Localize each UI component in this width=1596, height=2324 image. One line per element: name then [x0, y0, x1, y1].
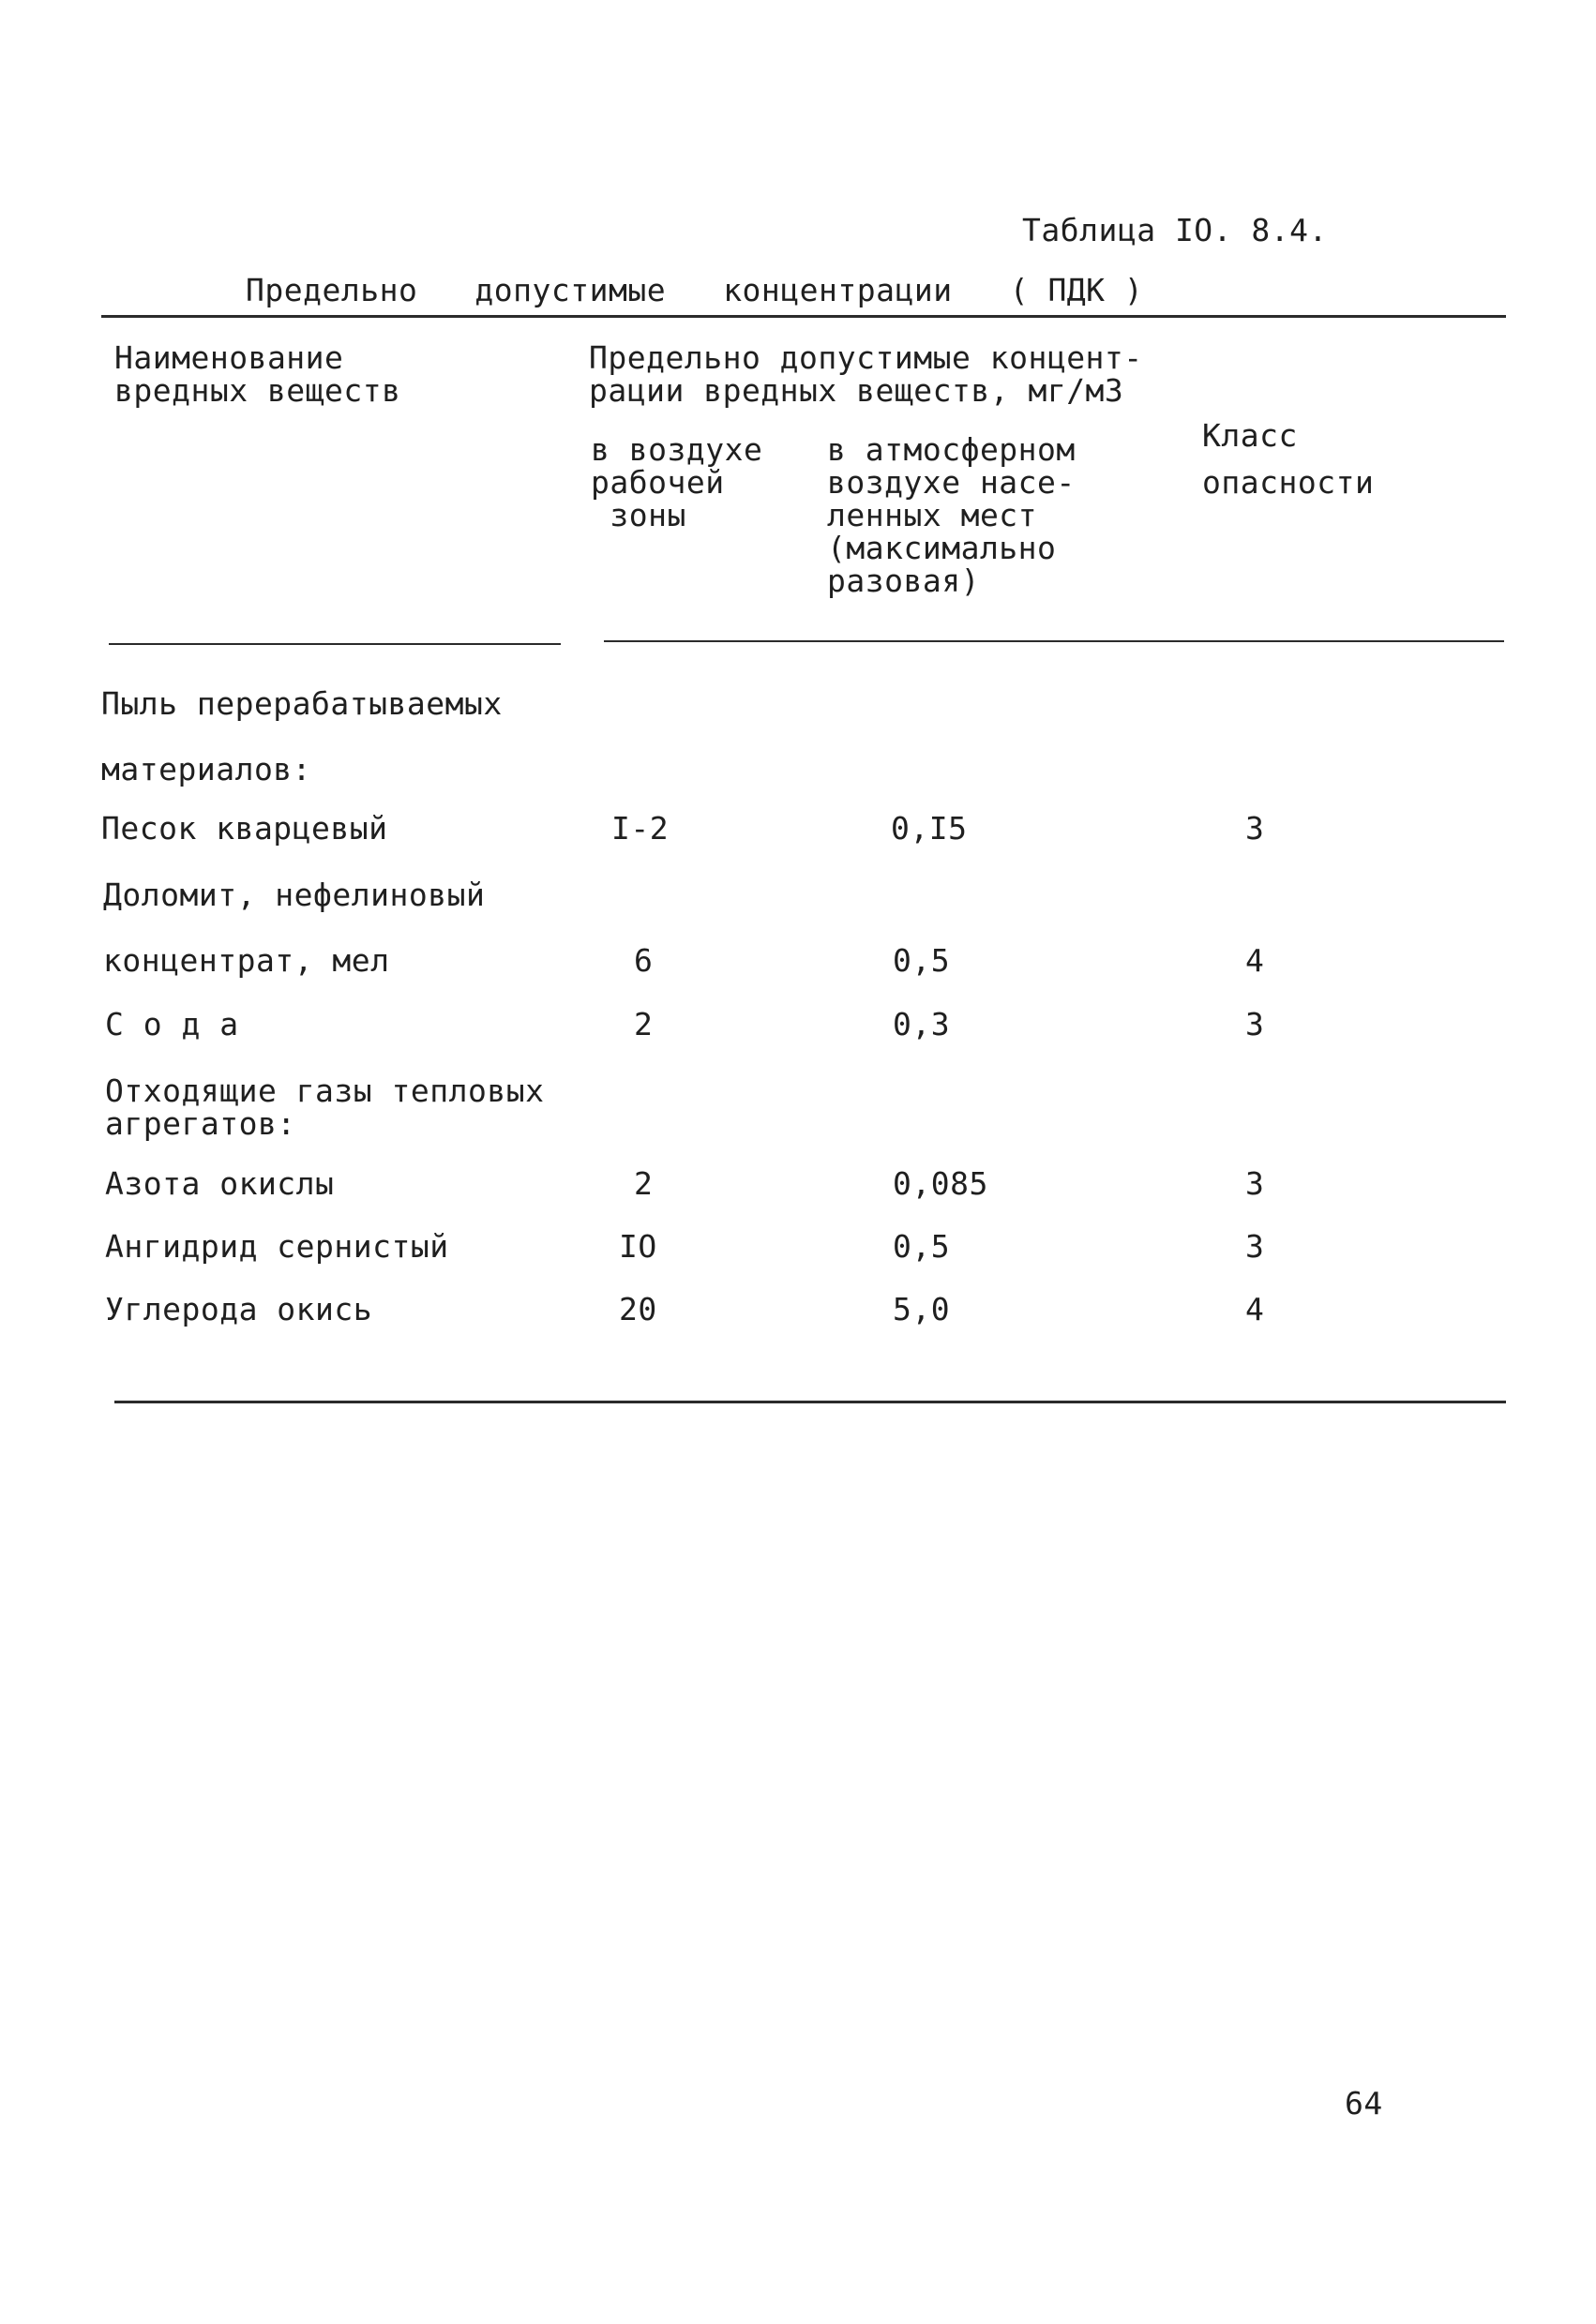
row-8-work-zone: IO — [619, 1228, 657, 1265]
header-work-zone: в воздухе рабочей зоны — [591, 431, 763, 533]
row-9-name: Углерода окись — [105, 1291, 373, 1327]
top-rule — [101, 315, 1506, 318]
row-0-name: Пыль перерабатываемых — [101, 685, 503, 722]
row-7-atmosphere: 0,085 — [893, 1165, 988, 1202]
row-7-name: Азота окислы — [105, 1165, 335, 1202]
row-7-hazard-class: 3 — [1245, 1165, 1265, 1202]
row-3-name: Доломит, нефелиновый — [103, 877, 486, 913]
header-name: Наименование вредных веществ — [114, 339, 401, 409]
table-caption: Таблица IO. 8.4. — [1022, 212, 1328, 248]
row-9-hazard-class: 4 — [1245, 1291, 1265, 1327]
row-4-work-zone: 6 — [634, 942, 654, 979]
row-2-name: Песок кварцевый — [101, 810, 388, 847]
row-2-work-zone: I-2 — [611, 810, 670, 847]
bottom-rule — [114, 1401, 1506, 1403]
row-9-atmosphere: 5,0 — [893, 1291, 951, 1327]
row-5-work-zone: 2 — [634, 1006, 654, 1042]
row-4-name: концентрат, мел — [103, 942, 390, 979]
row-1-name: материалов: — [101, 751, 312, 787]
header-mpc-group: Предельно допустимые концент- рации вредных веществ, мг/м3 — [589, 339, 1143, 409]
row-5-name: С о д а — [105, 1006, 239, 1042]
row-7-work-zone: 2 — [634, 1165, 654, 1202]
row-8-hazard-class: 3 — [1245, 1228, 1265, 1265]
row-2-hazard-class: 3 — [1245, 810, 1265, 847]
header-hazard-class: Класс опасности — [1202, 417, 1375, 501]
row-9-work-zone: 20 — [619, 1291, 657, 1327]
header-rule-left — [109, 643, 561, 645]
row-4-hazard-class: 4 — [1245, 942, 1265, 979]
page-number: 64 — [1345, 2085, 1383, 2122]
row-2-atmosphere: 0,I5 — [891, 810, 968, 847]
row-5-atmosphere: 0,3 — [893, 1006, 951, 1042]
row-5-hazard-class: 3 — [1245, 1006, 1265, 1042]
header-atmosphere: в атмосферном воздухе насе- ленных мест (максимально разовая) — [827, 431, 1076, 599]
row-6-name: Отходящие газы тепловых агрегатов: — [105, 1072, 545, 1142]
row-8-name: Ангидрид сернистый — [105, 1228, 449, 1265]
row-4-atmosphere: 0,5 — [893, 942, 951, 979]
table-title: Предельно допустимые концентрации ( ПДК ) — [246, 272, 1144, 308]
row-8-atmosphere: 0,5 — [893, 1228, 951, 1265]
header-rule-right — [604, 640, 1504, 642]
